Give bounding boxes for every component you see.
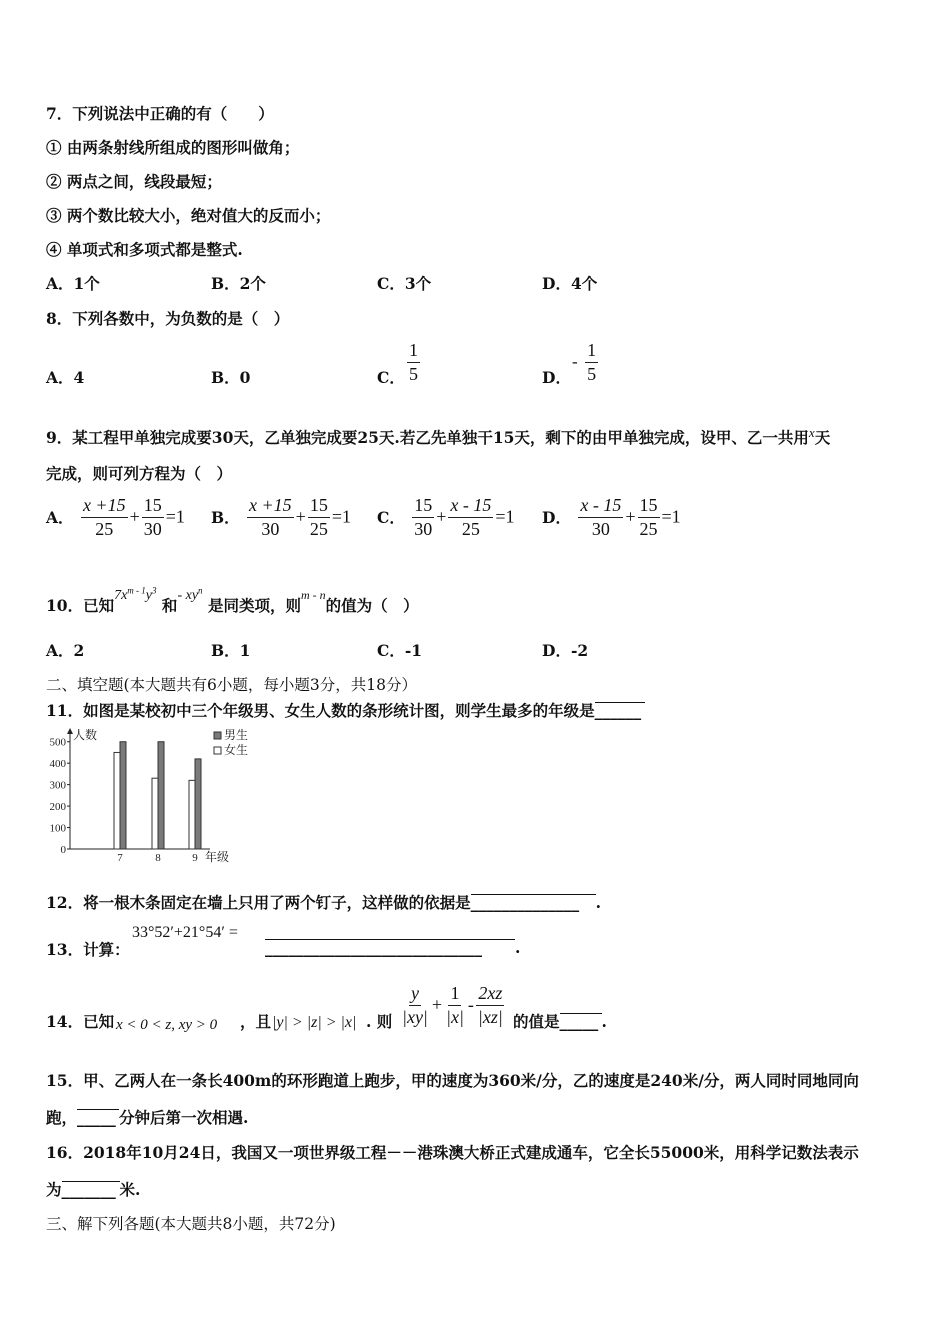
q14-mid2: . 则 [366, 1012, 393, 1031]
legend-label-boys: 男生 [224, 728, 249, 742]
q14-expression: $\frac{y}{|xy|}$ + $\frac{1}{|x|}$ - $\frac{2xz}{|xz|}$ [402, 983, 503, 1027]
q7-statement-4: ④ 单项式和多项式都是整式. [46, 240, 243, 259]
y-tick-label: 100 [49, 822, 66, 835]
q8-option-d-fraction: - $\frac{1}{5}$ [572, 340, 597, 384]
legend-swatch-girls [214, 747, 221, 754]
q16-line2: 为_______ 米. [46, 1180, 141, 1199]
y-tick-label: 400 [49, 758, 66, 771]
q13-answer: ____________________________ . [265, 938, 521, 957]
q9-option-a: A． $\frac{x +15}{25}$ + $\frac{15}{30}$ =1 [46, 495, 185, 539]
q15-line1: 15．甲、乙两人在一条长400m的环形跑道上跑步，甲的速度为360米/分，乙的速度是240米/分，两人同时同地同向 [46, 1071, 859, 1090]
q13-expression: 33°52′+21°54′ = [132, 924, 238, 941]
q10-option-c: C．-1 [377, 641, 423, 660]
q8-stem: 8．下列各数中，为负数的是（ ） [46, 309, 290, 328]
q14-condition-2: |y| > |z| > |x| [272, 1014, 357, 1031]
q8-option-b: B．0 [211, 368, 251, 387]
q10-option-a: A．2 [46, 641, 85, 660]
q13-stem: 13．计算： [46, 940, 130, 959]
legend-swatch-boys [214, 732, 221, 739]
q8-option-c-fraction: $\frac{1}{5}$ [409, 340, 418, 384]
bar-boys-grade-8 [158, 742, 164, 849]
q8-option-d: D． [542, 368, 571, 387]
q14-answer-blank[interactable]: _____ [560, 1012, 602, 1014]
y-tick-label: 500 [49, 736, 66, 749]
q10-option-d: D．-2 [542, 641, 589, 660]
bar-girls-grade-7 [114, 752, 120, 849]
q14-post: 的值是_____ . [513, 1012, 607, 1031]
q14-stem-pre: 14．已知 [46, 1012, 115, 1031]
q7-statement-1: ① 由两条射线所组成的图形叫做角； [46, 138, 300, 157]
q7-stem: 7．下列说法中正确的有（ ） [46, 104, 274, 123]
q7-statement-2: ② 两点之间，线段最短； [46, 172, 222, 191]
y-tick-label: 200 [49, 801, 66, 814]
section-2-heading: 二、填空题(本大题共有6小题，每小题3分，共18分） [46, 676, 417, 694]
q10-term1: $7x^{m - 1}y^3$ [114, 585, 157, 603]
x-axis-label: 年级 [205, 850, 230, 864]
q14-mid: ，且 [240, 1012, 272, 1031]
x-tick-label: 8 [155, 852, 161, 864]
q9-stem-line2: 完成，则可列方程为（ ） [46, 464, 233, 483]
x-tick-label: 9 [192, 852, 198, 864]
y-tick-label: 0 [60, 844, 66, 856]
y-tick-label: 300 [49, 779, 66, 792]
q10-stem: 10．已知$7x^{m - 1}y^3$ 和- $xy^n$ 是同类项，则m - n的值为（ ） [46, 585, 419, 615]
q11-stem: 11．如图是某校初中三个年级男、女生人数的条形统计图，则学生最多的年级是______ [46, 699, 645, 721]
q9-option-c: C． $\frac{15}{30}$ + $\frac{x - 15}{25}$ =1 [377, 495, 515, 539]
q8-option-a: A．4 [46, 368, 85, 387]
q7-option-a: A．1个 [46, 274, 100, 293]
q12-stem: 12．将一根木条固定在墙上只用了两个钉子，这样做的依据是______________ . [46, 893, 601, 912]
bar-girls-grade-9 [189, 780, 195, 849]
q11-answer-blank[interactable]: ______ [595, 701, 645, 703]
q15-answer-blank[interactable]: _____ [77, 1108, 119, 1110]
q16-line1: 16．2018年10月24日，我国又一项世界级工程－－港珠澳大桥正式建成通车，它全长55000米，用科学记数法表示 [46, 1143, 859, 1162]
q10-option-b: B．1 [211, 641, 251, 660]
q9-option-d: D． $\frac{x - 15}{30}$ + $\frac{15}{25}$ =1 [542, 495, 681, 539]
legend-label-girls: 女生 [224, 743, 249, 757]
section-3-heading: 三、解下列各题(本大题共8小题，共72分) [46, 1215, 336, 1233]
q12-answer-blank[interactable]: ______________ [471, 893, 596, 895]
y-axis-label: 人数 [73, 728, 98, 742]
q10-term2: - $xy^n$ [177, 585, 203, 603]
q9-option-b: B． $\frac{x +15}{30}$ + $\frac{15}{25}$ =1 [211, 495, 351, 539]
q16-answer-blank[interactable]: _______ [62, 1180, 120, 1182]
q8-option-c: C． [377, 368, 405, 387]
bar-girls-grade-8 [152, 778, 158, 849]
q7-statement-3: ③ 两个数比较大小，绝对值大的反而小； [46, 206, 331, 225]
x-tick-label: 7 [117, 852, 123, 864]
q9-stem: 9．某工程甲单独完成要30天，乙单独完成要25天.若乙先单独干15天，剩下的由甲单独完成，设甲、乙一共用$^x$天 [46, 425, 831, 448]
q13-answer-blank[interactable]: ____________________________ [265, 938, 515, 940]
bar-chart [40, 725, 265, 867]
q7-option-c: C．3个 [377, 274, 432, 293]
bar-boys-grade-9 [195, 759, 201, 849]
q15-line2: 跑，_____ 分钟后第一次相遇. [46, 1108, 249, 1127]
bar-boys-grade-7 [120, 742, 126, 849]
q7-option-d: D．4个 [542, 274, 598, 293]
q7-option-b: B．2个 [211, 274, 266, 293]
q14-condition-1: x < 0 < z, xy > 0 [116, 1017, 218, 1033]
